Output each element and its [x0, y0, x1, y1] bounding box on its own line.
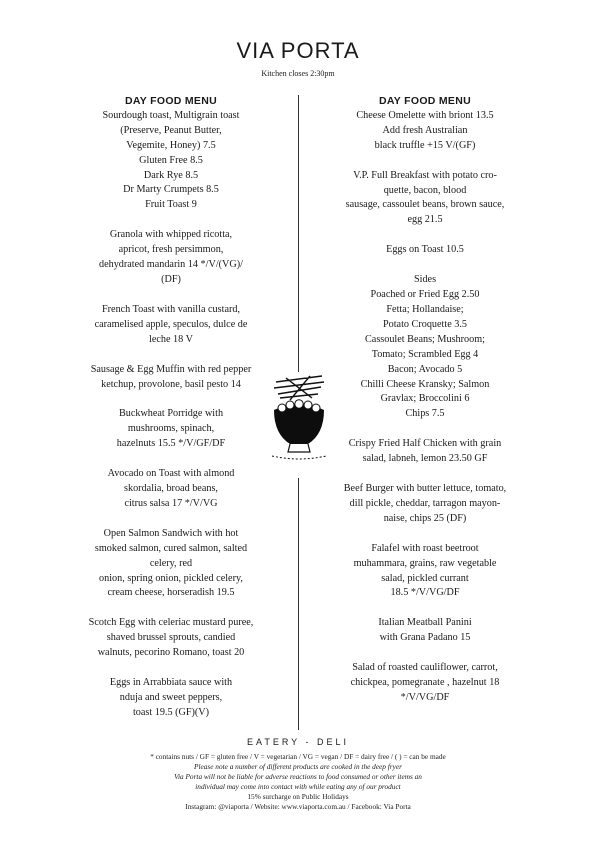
menu-item-line: V.P. Full Breakfast with potato cro-: [353, 169, 497, 181]
menu-item: [300, 109, 550, 154]
liability-note-cont: individual may come into contact with while eating any of our product: [195, 782, 401, 791]
menu-item-line: egg 21.5: [407, 214, 443, 226]
menu-item-line: cream cheese, horseradish 19.5: [107, 587, 235, 599]
menu-item: [300, 273, 550, 422]
menu-item-line: dill pickle, cheddar, tarragon mayon-: [349, 497, 501, 509]
menu-item-line: Falafel with roast beetroot: [371, 542, 479, 554]
menu-item-line: Vegemite, Honey) 7.5: [126, 139, 216, 151]
menu-item-line: smoked salmon, cured salmon, salted: [94, 542, 248, 554]
menu-item: [46, 616, 296, 661]
menu-column-right: [300, 94, 550, 721]
menu-item-line: Italian Meatball Panini: [378, 617, 472, 629]
menu-item: [300, 542, 550, 602]
menu-item-line: Gravlax; Broccolini 6: [380, 393, 470, 405]
menu-item-line: walnuts, pecorino Romano, toast 20: [97, 647, 245, 659]
menu-item-line: apricot, fresh persimmon,: [118, 244, 224, 256]
menu-item-line: caramelised apple, speculos, dulce de: [94, 318, 248, 330]
column-heading: DAY FOOD MENU: [379, 95, 471, 107]
menu-item-line: salad, pickled currant: [381, 572, 469, 584]
fryer-note: Please note a number of different products are cooked in the deep fryer: [194, 762, 402, 771]
menu-item-line: chickpea, pomegranate , hazelnut 18: [350, 677, 500, 689]
menu-item-line: hazelnuts 15.5 */V/GF/DF: [116, 438, 226, 450]
menu-item-line: (Preserve, Peanut Butter,: [120, 124, 222, 136]
menu-item-line: Fruit Toast 9: [145, 199, 197, 211]
menu-item-line: Open Salmon Sandwich with hot: [103, 527, 239, 539]
menu-item-line: */V/VG/DF: [400, 692, 450, 703]
menu-item: [46, 109, 296, 213]
kitchen-hours: Kitchen closes 2:30pm: [261, 69, 335, 78]
menu-item-line: mushrooms, spinach,: [127, 423, 215, 435]
footer-notes: [0, 752, 596, 812]
menu-item-line: Cassoulet Beans; Mushroom;: [365, 333, 485, 345]
surcharge-note: 15% surcharge on Public Holidays: [247, 792, 349, 801]
menu-item-line: sausage, cassoulet beans, brown sauce,: [345, 199, 505, 211]
menu-item-line: skordalia, broad beans,: [124, 483, 218, 495]
menu-item-line: muhammara, grains, raw vegetable: [353, 557, 497, 569]
menu-item-line: with Grana Padano 15: [379, 632, 471, 644]
menu-item-line: quette, bacon, blood: [383, 184, 467, 196]
divider-top: [298, 95, 299, 372]
liability-note: Via Porta will not be liable for adverse reactions to food consumed or other items an: [174, 772, 422, 781]
menu-item-line: salad, labneh, lemon 23.50 GF: [362, 453, 488, 465]
menu-item-line: shaved brussel sprouts, candied: [106, 632, 236, 644]
menu-item: [46, 228, 296, 288]
menu-item: [46, 467, 296, 512]
menu-item-line: Crispy Fried Half Chicken with grain: [348, 438, 502, 450]
menu-item-line: dehydrated mandarin 14 */V/(VG)/: [99, 259, 243, 271]
menu-item-line: nduja and sweet peppers,: [119, 692, 223, 703]
menu-item-line: Granola with whipped ricotta,: [109, 229, 233, 241]
menu-item-line: celery, red: [149, 557, 193, 569]
footer-title: EATERY - DELI: [246, 737, 350, 747]
menu-item-line: French Toast with vanilla custard,: [101, 303, 240, 315]
menu-item-line: Add fresh Australian: [382, 124, 468, 136]
menu-item-line: Sausage & Egg Muffin with red pepper: [90, 363, 252, 375]
menu-item: [300, 169, 550, 229]
menu-item-line: Buckwheat Porridge with: [118, 408, 224, 420]
menu-item-line: Poached or Fried Egg 2.50: [370, 289, 480, 301]
menu-item-line: naise, chips 25 (DF): [383, 512, 467, 524]
menu-item-line: Gluten Free 8.5: [139, 154, 203, 166]
menu-item-line: (DF): [161, 273, 181, 285]
menu-item-line: Sourdough toast, Multigrain toast: [102, 109, 240, 121]
menu-item-line: Beef Burger with butter lettuce, tomato,: [343, 483, 507, 495]
social-links: Instagram: @viaporta / Website: www.viaporta.com.au / Facebook: Via Porta: [185, 802, 411, 811]
menu-item-line: 18.5 */V/VG/DF: [390, 587, 460, 599]
menu-item-line: Eggs in Arrabbiata sauce with: [109, 677, 233, 689]
menu-item-line: Fetta; Hollandaise;: [386, 303, 464, 315]
menu-item-line: Eggs on Toast 10.5: [386, 244, 464, 256]
menu-item: [46, 363, 296, 393]
menu-item-line: Bacon; Avocado 5: [387, 363, 463, 375]
menu-item: [300, 482, 550, 527]
menu-item-line: Cheese Omelette with briont 13.5: [356, 109, 494, 121]
menu-item-line: ketchup, provolone, basil pesto 14: [101, 378, 241, 390]
menu-item: [300, 661, 550, 706]
menu-item-line: Sides: [413, 274, 437, 286]
menu-item: [300, 243, 550, 258]
menu-item-line: Salad of roasted cauliflower, carrot,: [352, 662, 498, 674]
menu-item-line: onion, spring onion, pickled celery,: [99, 572, 243, 584]
menu-item-line: Dark Rye 8.5: [143, 169, 199, 181]
column-heading: DAY FOOD MENU: [125, 95, 217, 107]
menu-item: [300, 437, 550, 467]
menu-item-line: Tomato; Scrambled Egg 4: [371, 348, 479, 360]
dietary-legend: * contains nuts / GF = gluten free / V = vegetarian / VG = vegan / DF = dairy free / ( ) = can be made: [150, 752, 446, 761]
menu-item-line: Avocado on Toast with almond: [107, 468, 235, 480]
divider-bottom: [298, 478, 299, 730]
menu-column-left: [46, 94, 296, 736]
menu-item: [46, 676, 296, 721]
menu-item-line: Scotch Egg with celeriac mustard puree,: [88, 617, 254, 629]
menu-item: [46, 303, 296, 348]
menu-item-line: Potato Croquette 3.5: [382, 318, 468, 330]
menu-item-line: Chips 7.5: [405, 408, 445, 420]
menu-item-line: Dr Marty Crumpets 8.5: [123, 184, 219, 196]
menu-item-line: Chilli Cheese Kransky; Salmon: [360, 378, 490, 390]
menu-item-line: citrus salsa 17 */V/VG: [124, 497, 218, 509]
menu-item-line: leche 18 V: [149, 333, 193, 345]
page-title: VIA PORTA: [236, 38, 360, 63]
menu-item: [46, 527, 296, 602]
menu-item: [300, 616, 550, 646]
menu-item-line: toast 19.5 (GF)(V): [132, 706, 210, 718]
menu-item-line: black truffle +15 V/(GF): [374, 139, 476, 151]
menu-item: [46, 407, 296, 452]
